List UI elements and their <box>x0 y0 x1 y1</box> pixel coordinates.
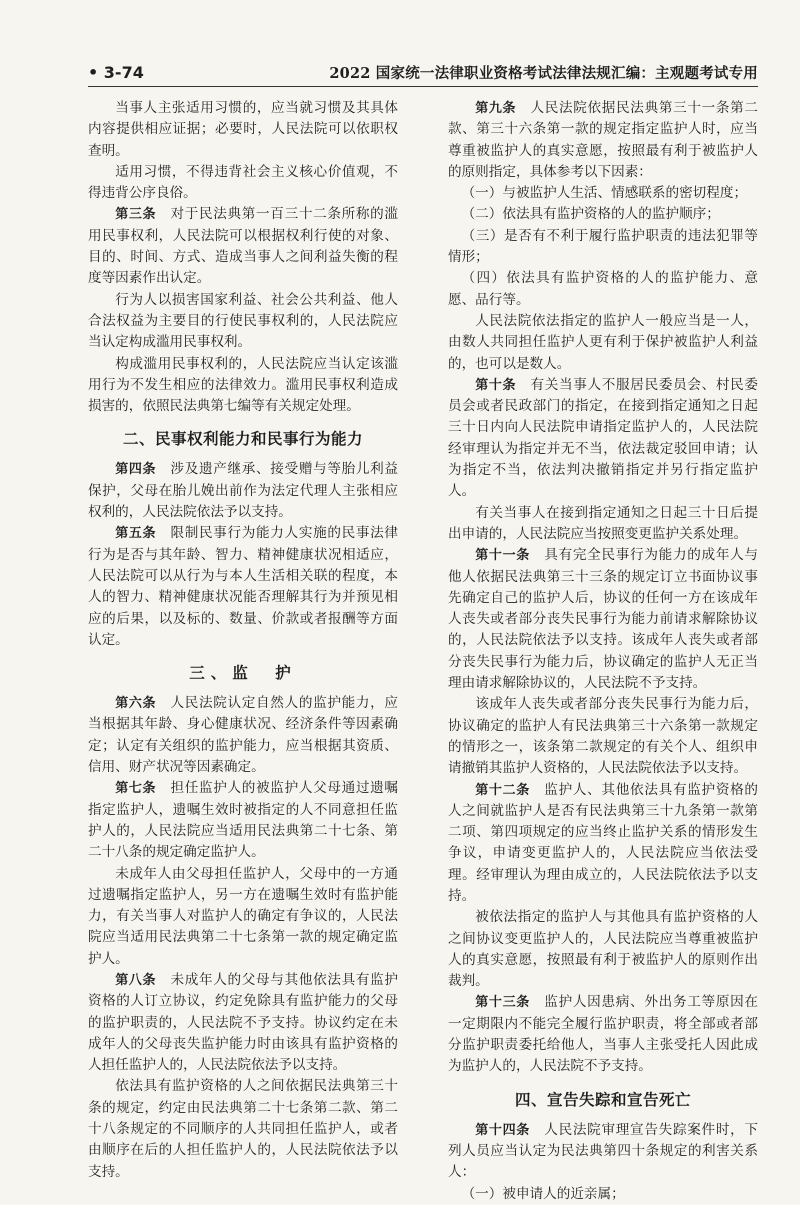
article-8 <box>88 970 398 1076</box>
article-7 <box>88 778 398 863</box>
list-item: （一）与被监护人生活、情感联系的密切程度； <box>461 185 748 202</box>
text-columns <box>88 98 758 1205</box>
article-label: 第五条 <box>115 526 157 542</box>
article-text: 人民法院认定自然人的监护能力，应当根据其年龄、身心健康状况、经济条件等因素确定；认定有关组织的监护能力，应当根据其资质、信用、财产状况等因素确定。 <box>88 695 398 776</box>
article-label: 第十二条 <box>475 782 530 798</box>
section-heading: 三、监 护 <box>189 664 297 683</box>
right-column <box>448 98 758 1205</box>
article-9 <box>448 98 758 183</box>
paragraph: 未成年人由父母担任监护人，父母中的一方通过遗嘱指定监护人，另一方在遗嘱生效时有监护能力，有关当事人对监护人的确定有争议的，人民法院应当适用民法典第二十七条第一款的规定确定监护人。 <box>88 865 398 967</box>
article-10 <box>448 375 758 503</box>
article-6 <box>88 693 398 778</box>
article-text: 监护人、其他依法具有监护资格的人之间就监护人是否有民法典第三十九条第一款第二项、第四项规定的应当终止监护关系的情形发生争议，申请变更监护人的，人民法院应当依法受理。经审理认为理由成立的，人民法院依法予以支持。 <box>448 781 758 904</box>
left-column <box>88 98 398 1205</box>
article-label: 第十一条 <box>475 548 530 564</box>
article-label: 第三条 <box>115 207 157 223</box>
section-heading: 四、宣告失踪和宣告死亡 <box>514 1090 691 1109</box>
article-text: 未成年人的父母与其他依法具有监护资格的人订立协议，约定免除具有监护能力的父母的监护职责的，人民法院不予支持。协议约定在未成年人的父母丧失监护能力时由该具有监护资格的人担任监护人的，人民法院依法予以支持。 <box>88 971 398 1074</box>
list-item: （二）依法具有监护资格的人的监护顺序； <box>461 206 720 223</box>
article-text: 涉及遗产继承、接受赠与等胎儿利益保护，父母在胎儿娩出前作为法定代理人主张相应权利的，人民法院依法予以支持。 <box>88 461 398 521</box>
article-14 <box>448 1120 758 1184</box>
article-11 <box>448 545 758 694</box>
article-label: 第六条 <box>115 696 157 712</box>
paragraph: 当事人主张适用习惯的，应当就习惯及其具体内容提供相应证据；必要时，人民法院可以依职权查明。 <box>88 100 398 159</box>
paragraph: 该成年人丧失或者部分丧失民事行为能力后，协议确定的监护人有民法典第三十六条第一款规定的情形之一，该条第二款规定的有关个人、组织申请撤销其监护人资格的，人民法院依法予以支持。 <box>448 696 758 777</box>
article-4 <box>88 459 398 523</box>
page-number: • 3-74 <box>88 62 144 82</box>
list-item: （一）被申请人的近亲属； <box>461 1185 625 1202</box>
article-label: 第九条 <box>475 101 517 116</box>
article-12 <box>448 780 758 908</box>
article-text: 人民法院依据民法典第三十一条第二款、第三十六条第一款的规定指定监护人时，应当尊重被监护人的真实意愿，按照最有利于被监护人的原则指定，具体参考以下因素： <box>448 100 758 180</box>
article-label: 第十三条 <box>475 995 530 1011</box>
article-text: 对于民法典第一百三十二条所称的滥用民事权利，人民法院可以根据权利行使的对象、目的、时间、方式、造成当事人之间利益失衡的程度等因素作出认定。 <box>88 206 398 287</box>
article-text: 限制民事行为能力人实施的民事法律行为是否与其年龄、智力、精神健康状况相适应，人民法院可以从行为与本人生活相关联的程度，本人的智力、精神健康状况能否理解其行为并预见相应的后果，以及标的、数量、价款或者报酬等方面认定。 <box>88 525 398 648</box>
article-text: 具有完全民事行为能力的成年人与他人依据民法典第三十三条的规定订立书面协议事先确定自己的监护人后，协议的任何一方在该成年人丧失或者部分丧失民事行为能力前请求解除协议的，人民法院依法予以支持。该成年人丧失或者部分丧失民事行为能力后，协议确定的监护人无正当理由请求解除协议的，人民法院不予支持。 <box>448 547 758 692</box>
paragraph: 适用习惯，不得违背社会主义核心价值观，不得违背公序良俗。 <box>88 163 398 202</box>
article-text: 担任监护人的被监护人父母通过遗嘱指定监护人，遗嘱生效时被指定的人不同意担任监护人的，人民法院应当适用民法典第二十七条、第二十八条的规定确定监护人。 <box>88 780 398 861</box>
section-heading: 二、民事权利能力和民事行为能力 <box>122 430 363 449</box>
article-text: 监护人因患病、外出务工等原因在一定期限内不能完全履行监护职责，将全部或者部分监护职责委托给他人，当事人主张受托人因此成为监护人的，人民法院不予支持。 <box>448 994 758 1075</box>
article-label: 第十条 <box>475 377 517 393</box>
paragraph: 行为人以损害国家利益、社会公共利益、他人合法权益为主要目的行使民事权利的，人民法院应当认定构成滥用民事权利。 <box>88 291 398 351</box>
article-text: 有关当事人不服居民委员会、村民委员会或者民政部门的指定，在接到指定通知之日起三十日内向人民法院申请指定监护人的，人民法院经审理认为指定并无不当，依法裁定驳回申请；认为指定不当，依法判决撤销指定并另行指定监护人。 <box>448 376 758 500</box>
article-text: 人民法院审理宣告失踪案件时，下列人员应当认定为民法典第四十条规定的利害关系人： <box>448 1121 758 1181</box>
list-item: （四）依法具有监护资格的人的监护能力、意愿、品行等。 <box>448 270 758 308</box>
running-title: 2022 国家统一法律职业资格考试法律法规汇编：主观题考试专用 <box>329 64 758 82</box>
article-5 <box>88 523 398 651</box>
page-header <box>88 58 758 87</box>
paragraph: 被依法指定的监护人与其他具有监护资格的人之间协议变更监护人的，人民法院应当尊重被监护人的真实意愿，按照最有利于被监护人的原则作出裁判。 <box>448 909 758 990</box>
article-label: 第十四条 <box>475 1122 530 1138</box>
article-label: 第四条 <box>115 462 157 478</box>
article-3 <box>88 204 398 289</box>
article-13 <box>448 992 758 1077</box>
article-label: 第七条 <box>115 781 157 797</box>
paragraph: 有关当事人在接到指定通知之日起三十日后提出申请的，人民法院应当按照变更监护关系处理。 <box>448 504 758 542</box>
article-label: 第八条 <box>115 972 157 988</box>
paragraph: 构成滥用民事权利的，人民法院应当认定该滥用行为不发生相应的法律效力。滥用民事权利造成损害的，依照民法典第七编等有关规定处理。 <box>88 355 398 415</box>
paragraph: 人民法院依法指定的监护人一般应当是一人，由数人共同担任监护人更有利于保护被监护人利益的，也可以是数人。 <box>448 312 758 372</box>
list-item: （三）是否有不利于履行监护职责的违法犯罪等情形； <box>448 227 758 266</box>
paragraph: 依法具有监护资格的人之间依据民法典第三十条的规定，约定由民法典第二十七条第二款、第二十八条规定的不同顺序的人共同担任监护人，或者由顺序在后的人担任监护人的，人民法院依法予以支持。 <box>88 1078 398 1180</box>
